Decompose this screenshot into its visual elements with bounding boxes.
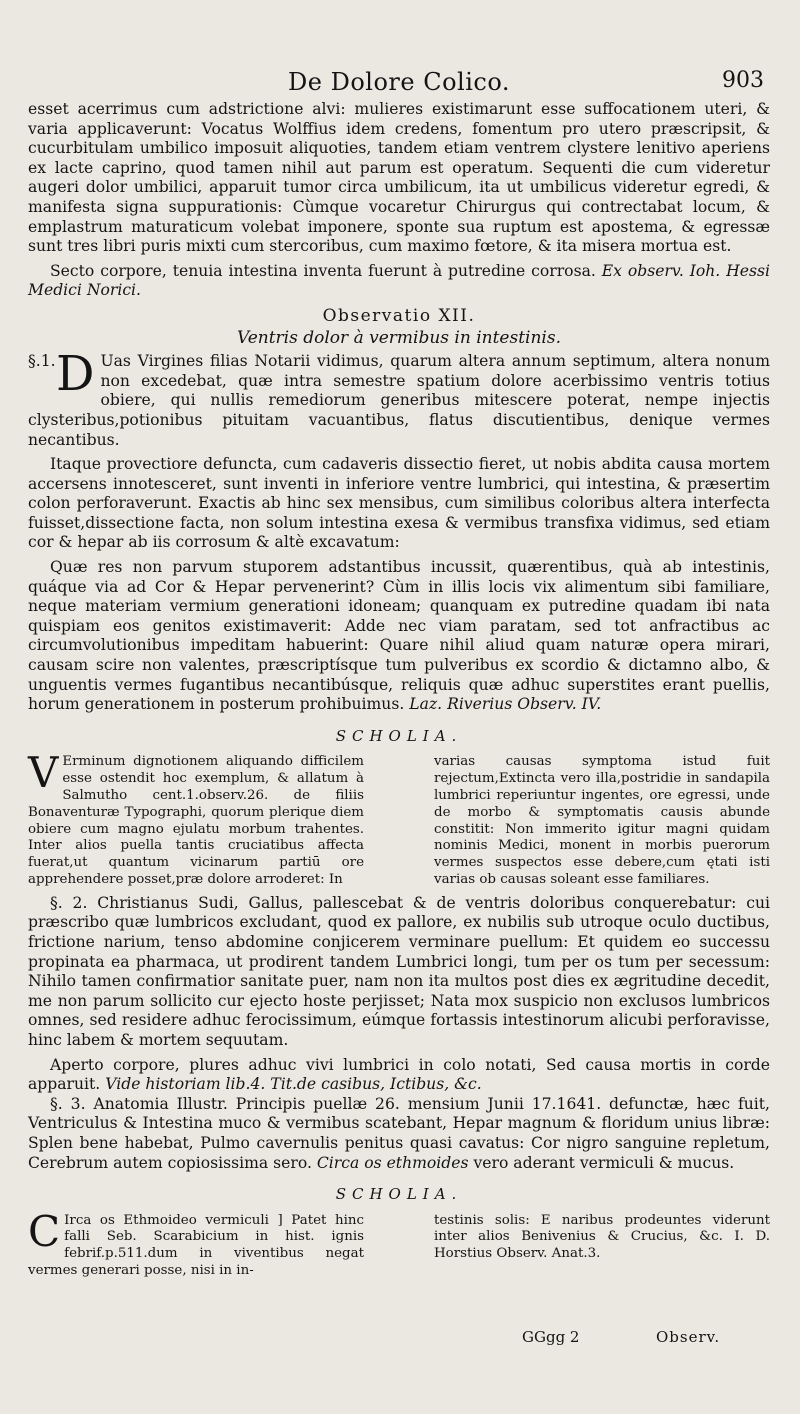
section-3 (28, 1095, 770, 1173)
page-header (28, 60, 770, 100)
scholia-2-right-text: testinis solis: E naribus prodeuntes viderunt inter alios Benivenius & Crucius, &c. I. D. Horstius Observ. Anat.3. (434, 1212, 770, 1262)
scholia-2-left-text: Irca os Ethmoideo vermiculi ] Patet hinc falli Seb. Scarabicium in hist. ignis febrif.p.511.dum in viventibus negat vermes generari posse, nisi in in- (28, 1212, 364, 1279)
scholia-1-left-column (28, 748, 364, 888)
section-2 (28, 894, 770, 1095)
section-2-paragraph-1 (28, 894, 770, 1051)
catchword: Observ. (656, 1328, 721, 1346)
page-number: 903 (722, 68, 764, 93)
scholia-heading-2: SCHOLIA. (335, 1185, 463, 1204)
section-1-paragraph-3 (28, 558, 770, 715)
scholia-1-columns (28, 748, 770, 888)
intro-closing-paragraph (28, 262, 770, 301)
intro-paragraph: esset acerrimus cum adstrictione alvi: mulieres existimarunt esse suffocationem uteri, & varia applicaverunt: Vocatus Wolffius idem credens, fomentum pro utero præscripsit, & cucurbitulam umbilico imposuit aliquoties, tandem etiam ventrem clystere lenitivo aperiens ex lacte caprino, quod tamen nihil aut parum est operatum. Sequenti die cum videretur augeri dolor umbilici, apparuit tumor circa umbilicum, ita ut umbilicus videretur egredi, & manifesta signa suppurationis: Cùmque vocaretur Chirurgus qui contrectabat locum, & emplastrum maturaticum volebat imponere, sponte sua ruptum est apostema, & egressæ sunt tres libri puris mixti cum stercoribus, cum maximo fœtore, & ita misera mortua est. (28, 100, 770, 256)
section-2-source: Vide historiam lib.4. Tit.de casibus, Ictibus, &c. (105, 1075, 482, 1094)
section-1-paragraph-3-text: Quæ res non parvum stuporem adstantibus incussit, quærentibus, quà ab intestinis, quáque via ad Cor & Hepar pervenerint? Cùm in illis locis vix alimentum sibi familiare, neque materiam vermium generationi idoneam; quanquam ex putredine quadam ibi nata quispiam eos genitos existimaverit: Adde nec viam paratam, sed tot anfractibus ac circumvolutionibus impeditam habuerint: Quare nihil aliud quam naturæ opera mirari, causam scire non valentes, præscriptísque tum pulveribus ex scordio & dictamno albo, & unguentis vermes fugantibus necantibúsque, reliquis quæ adhuc superstites erant puellis, horum generationem in posterum prohibuimus. (28, 558, 770, 714)
intro-source: Ex observ. Ioh. Hessi Medici Norici. (28, 261, 770, 300)
scholia-2-left-column (28, 1206, 364, 1280)
scholia-1-right-column (434, 754, 770, 888)
scholia-2-right-column (434, 1213, 770, 1280)
scholia-2-dropcap: C (28, 1206, 61, 1256)
section-3-text: Anatomia Illustr. Principis puellæ 26. mensium Junii 17.1641. defunctæ, hæc fuit, Ventriculus & Intestina muco & vermibus scatebant, Hepar magnum & floridum unius libræ: Splen bene habebat, Pulmo cavernulis penitus quasi cavatus: Cor nigro sanguine repletum, Cerebrum autem copiosissima sero. (28, 1094, 770, 1172)
body-text (28, 100, 770, 1280)
section-3-italic: Circa os ethmoides (316, 1153, 469, 1172)
section-1-paragraph-1: Uas Virgines filias Notarii vidimus, quarum altera annum septimum, altera nonum non excedebat, quæ intra semestre spatium dolore acerbissimo ventris totius obiere, qui nullis remediorum generibus mitescere poterat, nempe injectis clysteribus,potionibus pituitam vacuantibus, flatus discutientibus, denique vermes necantibus. (28, 352, 770, 449)
observation-title: Observatio XII. (322, 305, 476, 326)
section-1-dropcap: D (56, 346, 95, 403)
section-2-text: Christianus Sudi, Gallus, pallescebat & de ventris doloribus conquerebatur: cui præscribo quæ lumbricos excludant, quod ex pallore, ex nubilis sub utroque oculo ductibus, frictione narium, tenso abdomine conjicerem verminare puellum: Et quidem eo successu propinata ea pharmaca, ut prodirent tandem Lumbrici longi, tum per os tum per secessum: Nihilo tamen confirmatior sanitate puer, nam non ita multos post dies ex ægritudine decedit, me non parum sollicito cur ejecto hoste perjisset; Nata mox suspicio non exclusos lumbricos omnes, sed residere adhuc ferocissimum, eúmque fortassis intestinorum alicubi perforavisse, hinc labem & mortem sequutam. (28, 893, 770, 1049)
section-1-source: Laz. Riverius Observ. IV. (409, 695, 602, 714)
scholia-1-dropcap: V (28, 748, 59, 798)
section-1-mark: §.1. (28, 352, 56, 371)
section-3-tail: vero aderant vermiculi & mucus. (473, 1153, 735, 1172)
observation-subtitle: Ventris dolor à vermibus in intestinis. (237, 327, 561, 348)
section-2-mark: §. 2. (50, 893, 88, 912)
section-3-mark: §. 3. (50, 1094, 86, 1113)
scholia-heading-1: SCHOLIA. (335, 726, 463, 745)
scholia-1-right-text: varias causas symptoma istud fuit rejectum,Extincta vero illa,postridie in sandapila lumbrici reperiuntur ingentes, ore egressi, unde de morbo & symptomatis causis abunde constitit: Non immerito igitur magni quidam nominis Medici, monent in morbis puerorum vermes suspectos esse debere,cum ętati isti varias ob causas soleant esse familiares. (434, 754, 770, 887)
section-1 (28, 346, 770, 715)
section-2-paragraph-2-text: Aperto corpore, plures adhuc vivi lumbrici in colo notati, Sed causa mortis in corde apparuit. (28, 1055, 770, 1094)
section-1-paragraph-2: Itaque provectiore defuncta, cum cadaveris dissectio fieret, ut nobis abdita causa mortem accersens innotesceret, sunt inventi in inferiore ventre lumbrici, qui intestina, & præsertim colon perforaverunt. Exactis ab hinc sex mensibus, cum similibus coloribus altera interfecta fuisset,dissectione facta, non solum intestina exesa & vermibus transfixa vidimus, sed etiam cor & hepar ab iis corrosum & altè excavatum: (28, 455, 770, 552)
page-footer (0, 1316, 800, 1346)
section-2-paragraph-2 (28, 1056, 770, 1095)
signature-mark: GGgg 2 (522, 1328, 580, 1346)
running-head: De Dolore Colico. (288, 68, 510, 96)
scholia-1-left-text: Erminum dignotionem aliquando difficilem esse ostendit hoc exemplum, & allatum à Salmutho cent.1.observ.26. de filiis Bonaventuræ Typographi, quorum plerique diem obiere cum magno ejulatu morbum trahentes. Inter alios puella tantis cruciatibus affecta fuerat,ut quantum vicinarum partiū ore apprehendere posset,præ dolore arroderet: In (28, 754, 364, 887)
section-3-paragraph (28, 1095, 770, 1173)
scholia-2-columns (28, 1206, 770, 1280)
intro-closing: Secto corpore, tenuia intestina inventa fuerunt à putredine corrosa. (50, 261, 596, 280)
